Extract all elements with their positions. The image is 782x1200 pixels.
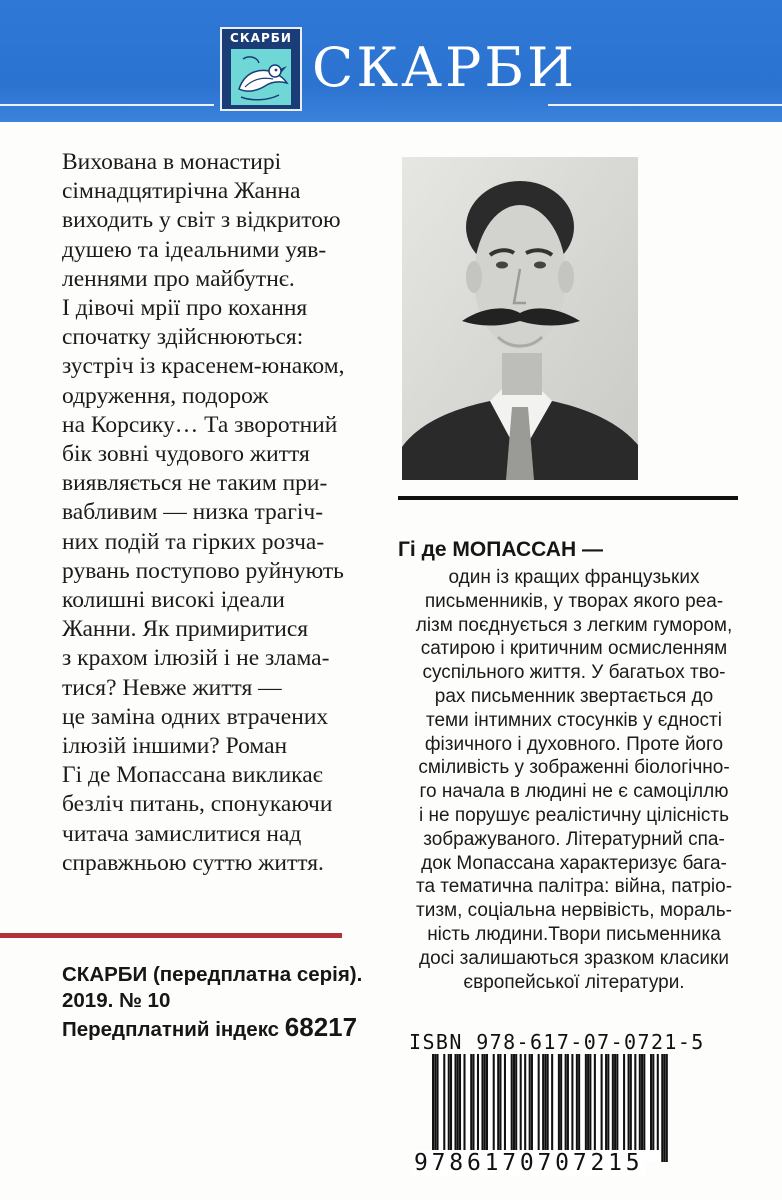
barcode-bar bbox=[538, 1054, 540, 1150]
barcode-bar bbox=[477, 1054, 479, 1150]
blurb-line: виявляється не таким при- bbox=[62, 470, 328, 497]
logo-label: СКАРБИ bbox=[230, 31, 292, 45]
bio-line: теми інтимних стосунків у єдності bbox=[426, 709, 722, 731]
series-info bbox=[62, 962, 362, 1043]
barcode-bar bbox=[589, 1054, 591, 1150]
barcode-bar bbox=[628, 1054, 630, 1150]
blurb-line: леннями про майбутнє. bbox=[62, 265, 295, 292]
barcode-bar bbox=[661, 1054, 663, 1162]
barcode-bar bbox=[664, 1054, 666, 1162]
barcode-bar bbox=[547, 1054, 549, 1162]
subscription-index-number: 68217 bbox=[284, 1012, 358, 1042]
barcode-bar bbox=[578, 1054, 580, 1150]
barcode-bar bbox=[585, 1054, 587, 1150]
bio-line: ність людини.Твори письменника bbox=[427, 923, 721, 945]
barcode-bar bbox=[486, 1054, 488, 1150]
book-blurb bbox=[62, 148, 362, 878]
blurb-line: колишні високі ідеали bbox=[62, 587, 285, 614]
author-section-rule bbox=[398, 496, 738, 500]
bio-line: європейської літератури. bbox=[463, 971, 685, 993]
barcode-bar bbox=[513, 1054, 515, 1150]
blurb-line: душею та ідеальними уяв- bbox=[62, 236, 327, 263]
barcode-bar bbox=[511, 1054, 513, 1150]
barcode-bar bbox=[448, 1054, 450, 1150]
barcode-bar bbox=[594, 1054, 596, 1150]
barcode-bar bbox=[639, 1054, 641, 1150]
barcode-bar bbox=[641, 1054, 643, 1150]
barcode-bar bbox=[666, 1054, 668, 1162]
barcode-bar bbox=[457, 1054, 459, 1150]
bio-line: тизм, соціальна нервівість, мораль- bbox=[416, 900, 732, 922]
blurb-line: зустріч із красенем-юнаком, bbox=[62, 353, 345, 380]
bio-line: лізм поєднується з легким гумором, bbox=[415, 614, 733, 636]
bird-emblem-icon bbox=[231, 49, 291, 105]
bio-line: фізичного і духовного. Проте його bbox=[424, 733, 724, 755]
header-rule-left bbox=[0, 104, 214, 106]
blurb-line: Вихована в монастирі bbox=[62, 149, 282, 175]
isbn-text: ISBN 978-617-07-0721-5 bbox=[409, 1030, 705, 1054]
barcode-bar bbox=[459, 1054, 461, 1150]
bio-line: один із кращих французьких bbox=[448, 567, 700, 588]
bio-line: рах письменник звертається до bbox=[434, 685, 714, 707]
author-name: Гі де МОПАССАН — bbox=[398, 538, 603, 561]
blurb-line: з крахом ілюзій і не злама- bbox=[62, 645, 330, 672]
barcode-bar bbox=[643, 1054, 645, 1150]
blurb-line: тися? Невже життя — bbox=[62, 674, 282, 701]
barcode-bar bbox=[607, 1054, 609, 1150]
blurb-line: бік зовні чудового життя bbox=[62, 441, 310, 468]
series-header-band bbox=[0, 0, 782, 122]
barcode-bar bbox=[450, 1054, 452, 1150]
barcode-bar bbox=[499, 1054, 501, 1150]
barcode-bar bbox=[524, 1054, 526, 1150]
barcode-bar bbox=[529, 1054, 531, 1150]
bio-line: та тематична палітра: війна, патріо- bbox=[415, 876, 733, 898]
barcode-bar bbox=[634, 1054, 636, 1150]
blurb-line: спочатку здійснюються: bbox=[62, 324, 304, 351]
barcode-bar bbox=[463, 1054, 465, 1150]
barcode-bar bbox=[560, 1054, 562, 1150]
bio-line: досі залишаються зразком класики bbox=[419, 947, 729, 969]
blurb-line: це заміна одних втрачених bbox=[62, 703, 329, 730]
barcode-bar bbox=[630, 1054, 632, 1150]
barcode-bar bbox=[484, 1054, 486, 1150]
bio-line: зображуваного. Літературний спа- bbox=[423, 828, 725, 850]
blurb-line: Гі де Мопассана викликає bbox=[62, 762, 323, 789]
author-portrait bbox=[402, 157, 638, 480]
barcode-bar bbox=[657, 1054, 659, 1150]
barcode-bar bbox=[614, 1054, 616, 1150]
barcode-bar bbox=[567, 1054, 569, 1150]
blurb-line: ілюзій іншими? Роман bbox=[62, 733, 288, 760]
barcode-bar bbox=[650, 1054, 652, 1150]
bio-line: письменників, у творах якого реа- bbox=[424, 590, 724, 612]
bio-line: і не порушує реалістичну цілісність bbox=[419, 804, 729, 826]
barcode-bar bbox=[558, 1054, 560, 1150]
bio-line: суспільного життя. У багатьох тво- bbox=[422, 662, 726, 684]
series-title: СКАРБИ bbox=[312, 36, 578, 99]
barcode-digits: 9786170707215 bbox=[414, 1150, 644, 1176]
blurb-line: виходить у світ з відкритою bbox=[62, 207, 341, 234]
barcode-bar bbox=[587, 1054, 589, 1150]
barcode-bar bbox=[571, 1054, 573, 1150]
isbn-barcode bbox=[432, 1054, 668, 1162]
barcode-bar bbox=[470, 1054, 472, 1150]
subscription-index-line bbox=[62, 1014, 362, 1043]
barcode-bar bbox=[481, 1054, 483, 1150]
blurb-line: І дівочі мрії про кохання bbox=[62, 295, 308, 322]
blurb-line: рувань поступово руйнують bbox=[62, 557, 344, 584]
blurb-line: вабливим — низка трагіч- bbox=[62, 499, 324, 526]
blurb-line: Жанни. Як примиритися bbox=[62, 616, 309, 643]
barcode-bar bbox=[652, 1054, 654, 1150]
barcode-bar bbox=[437, 1054, 439, 1162]
blurb-line: одруження, подорож bbox=[62, 382, 269, 409]
subscription-index-label: Передплатний індекс bbox=[62, 1018, 285, 1041]
header-rule-right bbox=[548, 104, 782, 106]
accent-rule bbox=[0, 933, 342, 938]
barcode-bar bbox=[576, 1054, 578, 1150]
barcode-bar bbox=[434, 1054, 436, 1162]
barcode-bar bbox=[601, 1054, 603, 1150]
author-bio bbox=[394, 566, 754, 994]
barcode-bar bbox=[544, 1054, 546, 1150]
bio-line: сміливість у зображенні біологічно- bbox=[418, 757, 730, 779]
barcode-bar bbox=[531, 1054, 533, 1150]
blurb-line: них подій та гірких розча- bbox=[62, 528, 325, 555]
barcode-bar bbox=[432, 1054, 434, 1162]
blurb-line: безліч питань, спонукаючи bbox=[62, 791, 333, 818]
bio-line: сатирою і критичним осмисленням bbox=[420, 638, 728, 660]
barcode-bar bbox=[605, 1054, 607, 1150]
series-logo bbox=[220, 27, 302, 111]
bio-line: док Мопассана характеризує бага- bbox=[421, 852, 727, 874]
barcode-bar bbox=[520, 1054, 522, 1150]
barcode-bar bbox=[493, 1054, 495, 1150]
barcode-bar bbox=[623, 1054, 625, 1150]
bio-line: го начала в людині не є самоціллю bbox=[419, 781, 729, 803]
barcode-bar bbox=[565, 1054, 567, 1150]
barcode-bar bbox=[616, 1054, 618, 1150]
blurb-line: сімнадцятирічна Жанна bbox=[62, 178, 301, 205]
barcode-bar bbox=[515, 1054, 517, 1150]
barcode-bar bbox=[443, 1054, 445, 1150]
blurb-line: на Корсику… Та зворотний bbox=[62, 411, 338, 438]
barcode-bar bbox=[504, 1054, 506, 1150]
barcode-bar bbox=[472, 1054, 474, 1150]
barcode-bar bbox=[497, 1054, 499, 1150]
barcode-bar bbox=[551, 1054, 553, 1162]
series-info-line1: СКАРБИ (передплатна серія). bbox=[62, 963, 363, 986]
blurb-line: читача замислитися над bbox=[62, 820, 302, 847]
barcode-bar bbox=[612, 1054, 614, 1150]
barcode-bar bbox=[454, 1054, 456, 1150]
barcode-bar bbox=[542, 1054, 544, 1150]
blurb-line: справжньою суттю життя. bbox=[62, 849, 324, 876]
series-info-line2: 2019. № 10 bbox=[62, 989, 171, 1012]
